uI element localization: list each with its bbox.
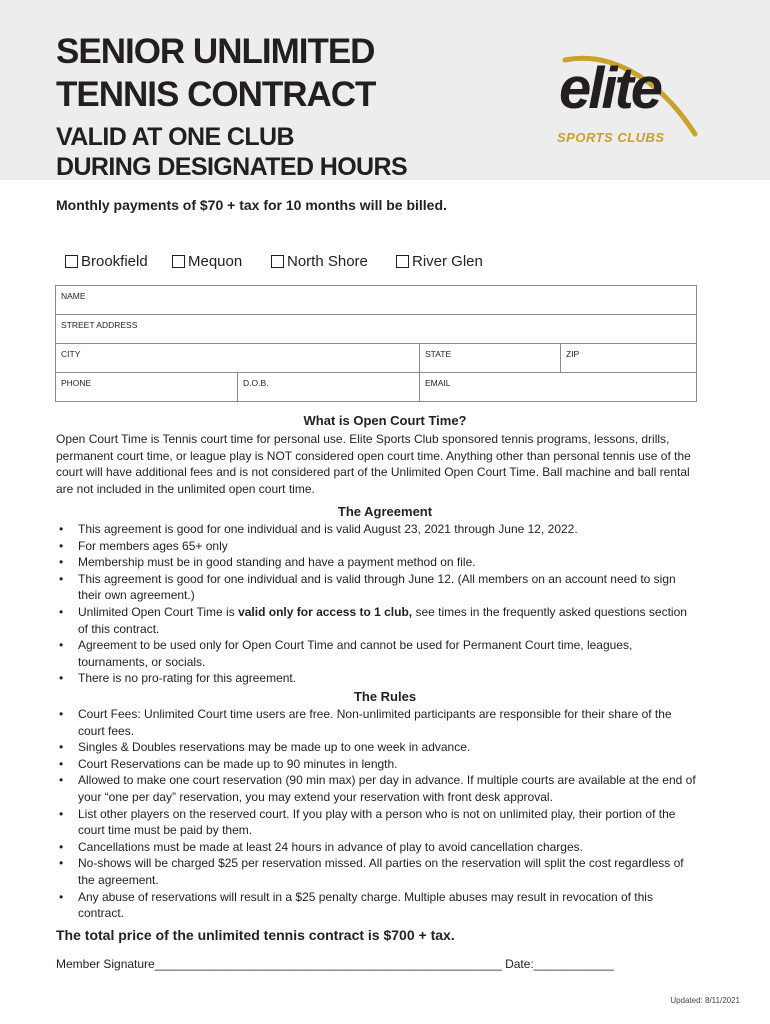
- elite-sports-clubs-logo: [545, 42, 720, 152]
- signature-line[interactable]: Member Signature____________________________________________________ Date:____________: [56, 957, 614, 971]
- city-field[interactable]: CITY: [61, 349, 81, 359]
- logo-tagline: SPORTS CLUBS: [557, 130, 665, 145]
- list-item: • For members ages 65+ only: [56, 538, 696, 555]
- title-line-1: SENIOR UNLIMITED: [56, 32, 375, 71]
- list-item: [56, 604, 696, 637]
- form-row-city: [56, 343, 696, 372]
- phone-field[interactable]: PHONE: [61, 378, 92, 388]
- club-option-north-shore[interactable]: [271, 253, 368, 270]
- list-item: • There is no pro-rating for this agreement.: [56, 670, 696, 687]
- state-field[interactable]: STATE: [419, 344, 560, 372]
- form-row-contact: [56, 372, 696, 401]
- list-item: • This agreement is good for one individual and is valid August 23, 2021 through June 12, 2022.: [56, 521, 696, 538]
- list-item: • Membership must be in good standing and have a payment method on file.: [56, 554, 696, 571]
- list-item: • Court Fees: Unlimited Court time users are free. Non-unlimited participants are responsible for their share of the court fees.: [56, 706, 696, 739]
- member-info-form: [55, 285, 697, 402]
- club-label: Brookfield: [81, 253, 148, 270]
- checkbox-icon[interactable]: [271, 255, 284, 268]
- zip-field[interactable]: ZIP: [560, 344, 696, 372]
- contract-title: [56, 30, 375, 116]
- club-option-mequon[interactable]: [172, 253, 242, 270]
- contract-subtitle: [56, 122, 407, 182]
- total-price: The total price of the unlimited tennis contract is $700 + tax.: [56, 927, 455, 943]
- agreement-heading: The Agreement: [337, 504, 433, 519]
- access-text-bold: valid only for access to 1 club,: [238, 604, 413, 619]
- street-address-field[interactable]: STREET ADDRESS: [61, 320, 138, 330]
- agreement-list: [56, 521, 696, 687]
- list-item: • Allowed to make one court reservation (90 min max) per day in advance. If multiple courts are available at the end of your “one per day” reservation, you may extend your reservation with front desk approval.: [56, 772, 696, 805]
- name-field[interactable]: NAME: [61, 291, 86, 301]
- rules-list: [56, 706, 696, 922]
- checkbox-icon[interactable]: [172, 255, 185, 268]
- subtitle-line-2: DURING DESIGNATED HOURS: [56, 153, 408, 181]
- club-option-brookfield[interactable]: [65, 253, 148, 270]
- billing-note: Monthly payments of $70 + tax for 10 months will be billed.: [56, 197, 447, 213]
- open-court-description: Open Court Time is Tennis court time for personal use. Elite Sports Club sponsored tennis programs, lessons, drills, permanent court time, or league play is NOT considered open court time. Anything other than personal tennis use of the court will have additional fees and is not considered part of the Unlimited Open Court Time. Ball machine and ball rental are not included in the unlimited open court time.: [56, 432, 691, 496]
- club-option-river-glen[interactable]: [396, 253, 483, 270]
- access-text-suffix: see times in the frequently asked questions section of this contract.: [78, 604, 687, 636]
- form-row-name: [56, 286, 696, 314]
- list-item: • List other players on the reserved court. If you play with a person who is not on unlimited play, their portion of the court time must be paid by them.: [56, 806, 696, 839]
- logo-wordmark: elite: [559, 56, 661, 121]
- subtitle-line-1: VALID AT ONE CLUB: [56, 123, 294, 151]
- title-line-2: TENNIS CONTRACT: [56, 75, 376, 114]
- club-label: Mequon: [188, 253, 243, 270]
- club-options: [56, 253, 696, 273]
- list-item: • Cancellations must be made at least 24 hours in advance of play to avoid cancellation charges.: [56, 839, 696, 856]
- list-item: • Agreement to be used only for Open Court Time and cannot be used for Permanent Court time, leagues, tournaments, or socials.: [56, 637, 696, 670]
- dob-field[interactable]: D.O.B.: [237, 373, 419, 401]
- list-item: • Court Reservations can be made up to 90 minutes in length.: [56, 756, 696, 773]
- club-label: River Glen: [412, 253, 483, 270]
- rules-heading: The Rules: [353, 689, 417, 704]
- form-row-street: [56, 314, 696, 343]
- checkbox-icon[interactable]: [396, 255, 409, 268]
- access-text-prefix: Unlimited Open Court Time is: [78, 604, 239, 619]
- checkbox-icon[interactable]: [65, 255, 78, 268]
- list-item: • This agreement is good for one individual and is valid through June 12. (All members on an account need to sign their own agreement.): [56, 571, 696, 604]
- list-item: • Any abuse of reservations will result in a $25 penalty charge. Multiple abuses may result in revocation of this contract.: [56, 889, 696, 922]
- email-field[interactable]: EMAIL: [419, 373, 696, 401]
- list-item: • No-shows will be charged $25 per reservation missed. All parties on the reservation will split the cost regardless of the agreement.: [56, 855, 696, 888]
- updated-date: Updated: 8/11/2021: [670, 996, 740, 1005]
- open-court-heading: What is Open Court Time?: [303, 413, 467, 428]
- list-item: • Singles & Doubles reservations may be made up to one week in advance.: [56, 739, 696, 756]
- club-label: North Shore: [287, 253, 368, 270]
